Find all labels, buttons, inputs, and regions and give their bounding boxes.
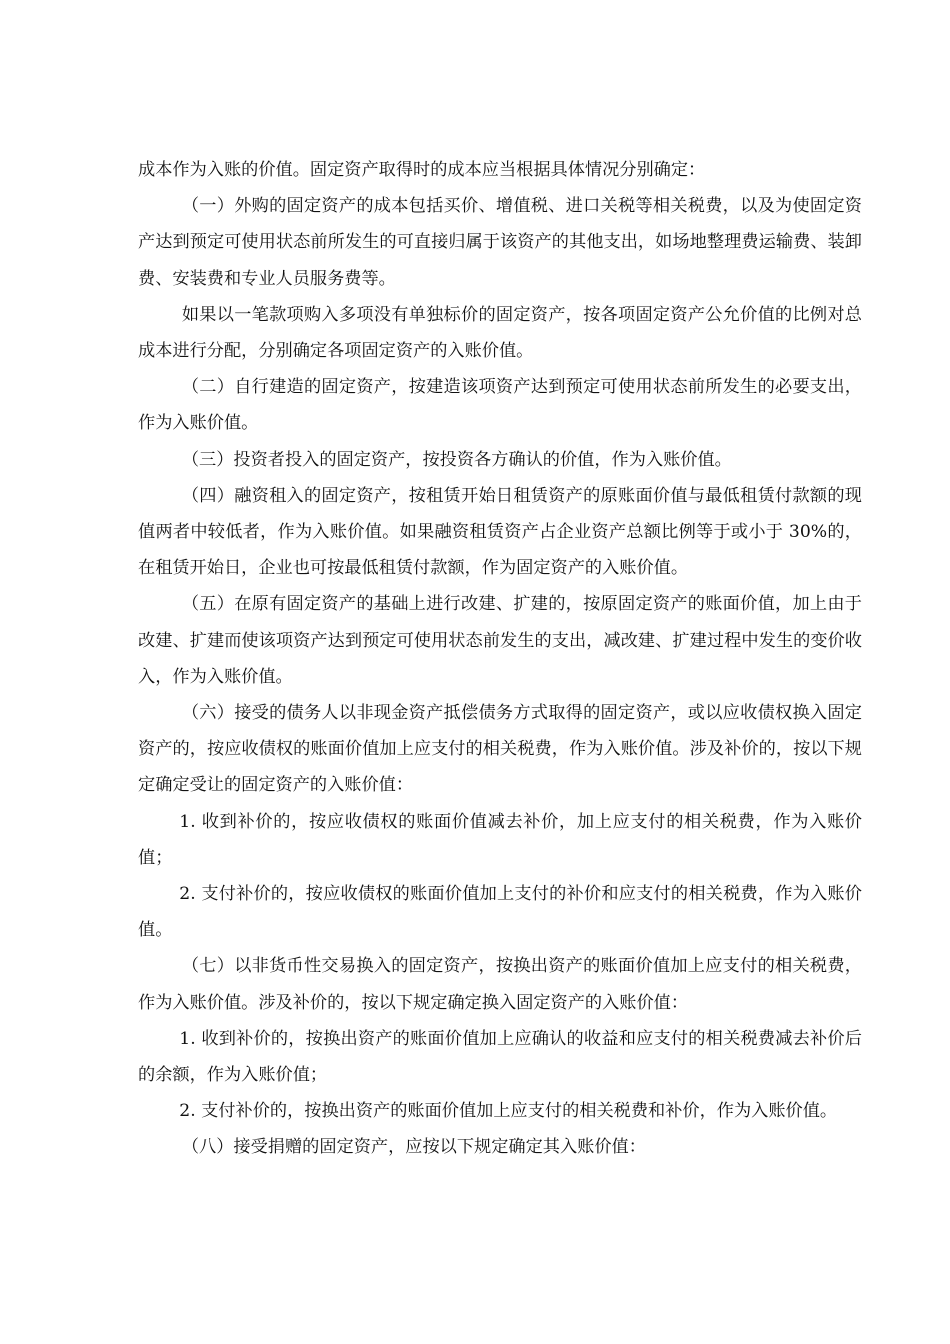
paragraph-item-6-sub-1: 1. 收到补价的，按应收债权的账面价值减去补价，加上应支付的相关税费，作为入账价值； xyxy=(138,811,862,868)
paragraph-item-7-sub-2: 2. 支付补价的，按换出资产的账面价值加上应支付的相关税费和补价，作为入账价值。 xyxy=(179,1101,838,1122)
paragraph-item-6: （六）接受的债务人以非现金资产抵偿债务方式取得的固定资产，或以应收债权换入固定资产的，按应收债权的账面价值加上应支付的相关税费，作为入账价值。涉及补价的，按以下规定确定受让的固定资产的入账价值： xyxy=(138,703,862,796)
body-text xyxy=(138,152,862,1166)
paragraph-item-1: （一）外购的固定资产的成本包括买价、增值税、进口关税等相关税费，以及为使固定资产达到预定可使用状态前所发生的可直接归属于该资产的其他支出，如场地整理费运输费、装卸费、安装费和专业人员服务费等。 xyxy=(138,196,862,289)
paragraph-item-7: （七）以非货币性交易换入的固定资产，按换出资产的账面价值加上应支付的相关税费，作为入账价值。涉及补价的，按以下规定确定换入固定资产的入账价值： xyxy=(138,956,862,1013)
paragraph-item-4: （四）融资租入的固定资产，按租赁开始日租赁资产的原账面价值与最低租赁付款额的现值两者中较低者，作为入账价值。如果融资租赁资产占企业资产总额比例等于或小于 30%的，在租赁开始日，企业也可按最低租赁付款额，作为固定资产的入账价值。 xyxy=(138,485,862,579)
paragraph-item-6-sub-2: 2. 支付补价的，按应收债权的账面价值加上支付的补价和应支付的相关税费，作为入账价值。 xyxy=(138,884,862,941)
paragraph-item-8: （八）接受捐赠的固定资产，应按以下规定确定其入账价值： xyxy=(181,1137,646,1158)
paragraph-item-3: （三）投资者投入的固定资产，按投资各方确认的价值，作为入账价值。 xyxy=(181,449,732,470)
paragraph-item-5: （五）在原有固定资产的基础上进行改建、扩建的，按原固定资产的账面价值，加上由于改建、扩建而使该项资产达到预定可使用状态前发生的支出，减改建、扩建过程中发生的变价收入，作为入账价值。 xyxy=(138,594,862,687)
paragraph-continuation: 成本作为入账的价值。固定资产取得时的成本应当根据具体情况分别确定： xyxy=(138,160,706,180)
paragraph-item-7-sub-1: 1. 收到补价的，按换出资产的账面价值加上应确认的收益和应支付的相关税费减去补价后的余额，作为入账价值； xyxy=(138,1028,862,1086)
paragraph-item-1-note: 如果以一笔款项购入多项没有单独标价的固定资产，按各项固定资产公允价值的比例对总成本进行分配，分别确定各项固定资产的入账价值。 xyxy=(138,304,862,362)
paragraph-item-2: （二）自行建造的固定资产，按建造该项资产达到预定可使用状态前所发生的必要支出，作为入账价值。 xyxy=(138,377,862,434)
